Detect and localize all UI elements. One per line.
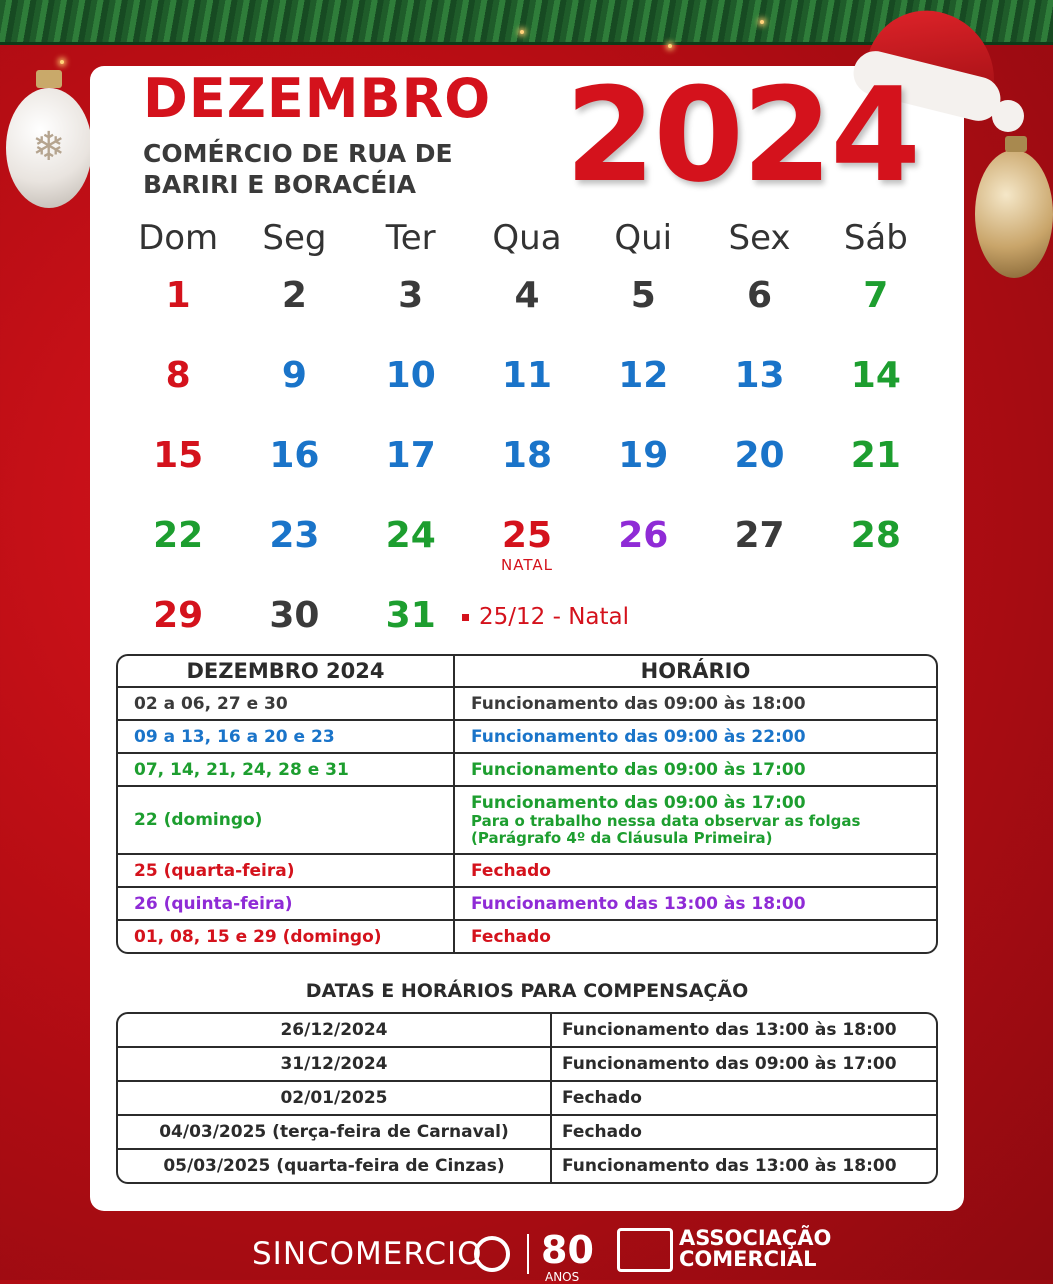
day-number: 8 — [165, 355, 191, 396]
legend-square-icon — [462, 614, 469, 621]
holiday-note: NATAL — [501, 556, 553, 574]
legend-text: 25/12 - Natal — [479, 604, 630, 630]
calendar-day — [701, 430, 817, 510]
day-number: 1 — [165, 275, 191, 316]
calendar-day — [469, 350, 585, 430]
compensation-hours: Fechado — [552, 1082, 936, 1116]
compensation-date: 04/03/2025 (terça-feira de Carnaval) — [118, 1116, 552, 1150]
table-row — [118, 688, 936, 721]
day-number: 24 — [385, 515, 436, 556]
day-number: 4 — [514, 275, 540, 316]
calendar-day — [236, 510, 352, 590]
weekday-label: Qua — [492, 218, 562, 258]
compensation-hours: Fechado — [552, 1116, 936, 1150]
table-row — [118, 1048, 936, 1082]
day-number: 9 — [281, 355, 307, 396]
schedule-dates: 25 (quarta-feira) — [118, 855, 455, 888]
calendar-day — [353, 430, 469, 510]
calendar-day — [236, 430, 352, 510]
calendar-day — [120, 350, 236, 430]
day-number: 11 — [501, 355, 553, 396]
calendar-day — [818, 350, 934, 430]
calendar-day — [701, 270, 817, 350]
day-number: 12 — [618, 355, 669, 396]
schedule-hours-cell — [455, 855, 936, 888]
day-number: 21 — [850, 435, 901, 476]
day-number: 10 — [385, 355, 436, 396]
calendar-week — [120, 430, 934, 510]
schedule-table — [116, 654, 938, 954]
table-row — [118, 1082, 936, 1116]
schedule-hours: Funcionamento das 09:00 às 22:00 — [471, 726, 806, 747]
ornament-cap — [1005, 136, 1027, 152]
day-number: 18 — [501, 435, 553, 476]
calendar-day — [236, 350, 352, 430]
day-number: 17 — [385, 435, 436, 476]
sparkle — [60, 60, 64, 64]
calendar-day — [818, 510, 934, 590]
day-number: 13 — [734, 355, 785, 396]
day-number: 14 — [850, 355, 901, 396]
hat-pompom — [992, 100, 1024, 132]
day-number: 27 — [734, 515, 785, 556]
schedule-hours: Funcionamento das 09:00 às 17:00 — [471, 759, 806, 780]
gold-ornament-icon — [975, 150, 1053, 278]
schedule-hours: Fechado — [471, 926, 551, 947]
snowflake-icon: ❄ — [32, 124, 66, 170]
sincomercio-logo: SINCOMERCIO — [252, 1236, 483, 1272]
schedule-hours-cell — [455, 888, 936, 921]
day-number: 26 — [618, 515, 669, 556]
associacao-logo — [679, 1228, 831, 1270]
day-number: 31 — [385, 595, 436, 636]
compensation-date: 26/12/2024 — [118, 1014, 552, 1048]
ornament-cap — [36, 70, 62, 88]
calendar-day — [353, 510, 469, 590]
calendar-week — [120, 350, 934, 430]
white-ornament-icon — [6, 88, 92, 208]
day-number: 7 — [863, 275, 889, 316]
schedule-dates: 02 a 06, 27 e 30 — [118, 688, 455, 721]
day-number: 25 — [501, 515, 553, 556]
day-number: 28 — [850, 515, 901, 556]
calendar-day — [701, 510, 817, 590]
table-row — [118, 1116, 936, 1150]
schedule-hours-cell — [455, 721, 936, 754]
day-number: 3 — [398, 275, 424, 316]
schedule-dates: 22 (domingo) — [118, 787, 455, 855]
calendar-day — [701, 350, 817, 430]
calendar-day — [353, 270, 469, 350]
calendar-week — [120, 270, 934, 350]
schedule-dates: 26 (quinta-feira) — [118, 888, 455, 921]
schedule-hours: Fechado — [471, 860, 551, 881]
eighty-years-logo: 80 — [541, 1228, 594, 1272]
sparkle — [668, 44, 672, 48]
schedule-hours: Funcionamento das 09:00 às 17:00 — [471, 793, 806, 813]
associacao-line2: COMERCIAL — [679, 1247, 817, 1271]
weekday-label: Dom — [138, 218, 219, 258]
schedule-hours-cell — [455, 787, 936, 855]
table-row — [118, 754, 936, 787]
calendar-day — [469, 270, 585, 350]
table-row — [118, 1014, 936, 1048]
sparkle — [520, 30, 524, 34]
day-number: 6 — [747, 275, 773, 316]
anos-label: ANOS — [545, 1270, 580, 1284]
month-title: DEZEMBRO — [143, 67, 492, 130]
schedule-dates: 01, 08, 15 e 29 (domingo) — [118, 921, 455, 952]
compensation-table — [116, 1012, 938, 1184]
calendar-day — [585, 430, 701, 510]
subtitle: COMÉRCIO DE RUA DE BARIRI E BORACÉIA — [143, 139, 453, 199]
calendar-day — [469, 510, 585, 590]
calendar-week — [120, 510, 934, 590]
schedule-dates: 09 a 13, 16 a 20 e 23 — [118, 721, 455, 754]
day-number: 2 — [281, 275, 307, 316]
compensation-hours: Funcionamento das 09:00 às 17:00 — [552, 1048, 936, 1082]
compensation-date: 31/12/2024 — [118, 1048, 552, 1082]
calendar-day — [818, 430, 934, 510]
calendar-day — [818, 270, 934, 350]
footer-divider — [527, 1234, 529, 1274]
year-title: 2024 — [565, 59, 919, 211]
sparkle — [760, 20, 764, 24]
day-number: 20 — [734, 435, 785, 476]
schedule-dates: 07, 14, 21, 24, 28 e 31 — [118, 754, 455, 787]
schedule-note: Para o trabalho nessa data observar as folgas (Parágrafo 4º da Cláusula Primeira) — [471, 812, 861, 847]
holiday-legend — [462, 604, 629, 630]
calendar-day — [353, 350, 469, 430]
compensation-date: 02/01/2025 — [118, 1082, 552, 1116]
day-number: 30 — [269, 595, 320, 636]
weekday-label: Seg — [262, 218, 327, 258]
weekday-label: Qui — [614, 218, 673, 258]
weekday-label: Ter — [385, 218, 436, 258]
table-row — [118, 888, 936, 921]
day-number: 16 — [269, 435, 320, 476]
weekday-label: Sáb — [843, 218, 908, 258]
table-row — [118, 787, 936, 855]
schedule-hours-cell — [455, 921, 936, 952]
schedule-header-hours: HORÁRIO — [455, 656, 936, 688]
compensation-title: DATAS E HORÁRIOS PARA COMPENSAÇÃO — [305, 980, 749, 1002]
table-row — [118, 721, 936, 754]
calendar-day — [469, 430, 585, 510]
day-number: 19 — [618, 435, 669, 476]
calendar-day — [120, 510, 236, 590]
schedule-hours: Funcionamento das 13:00 às 18:00 — [471, 893, 806, 914]
day-number: 29 — [153, 595, 204, 636]
calendar-day — [120, 270, 236, 350]
schedule-hours-cell — [455, 754, 936, 787]
schedule-header-dates: DEZEMBRO 2024 — [118, 656, 455, 688]
associacao-line1: ASSOCIAÇÃO — [679, 1226, 832, 1250]
schedule-hours-cell — [455, 688, 936, 721]
table-row — [118, 921, 936, 952]
compensation-hours: Funcionamento das 13:00 às 18:00 — [562, 1156, 897, 1176]
calendar-day — [120, 430, 236, 510]
calendar-day — [585, 510, 701, 590]
day-number: 5 — [630, 275, 656, 316]
schedule-hours: Funcionamento das 09:00 às 18:00 — [471, 693, 806, 714]
calendar-day — [236, 270, 352, 350]
compensation-hours: Funcionamento das 13:00 às 18:00 — [552, 1014, 936, 1048]
compensation-date: 05/03/2025 (quarta-feira de Cinzas) — [118, 1150, 552, 1182]
calendar-day — [585, 270, 701, 350]
table-row — [118, 855, 936, 888]
associacao-icon — [617, 1228, 673, 1272]
day-number: 22 — [153, 515, 204, 556]
table-row — [118, 1150, 936, 1182]
footer-logos — [0, 1222, 1053, 1284]
weekday-label: Sex — [728, 218, 791, 258]
weekday-header — [120, 218, 934, 262]
day-number: 15 — [153, 435, 204, 476]
day-number: 23 — [269, 515, 320, 556]
calendar-day — [585, 350, 701, 430]
sincomercio-icon — [474, 1236, 510, 1272]
